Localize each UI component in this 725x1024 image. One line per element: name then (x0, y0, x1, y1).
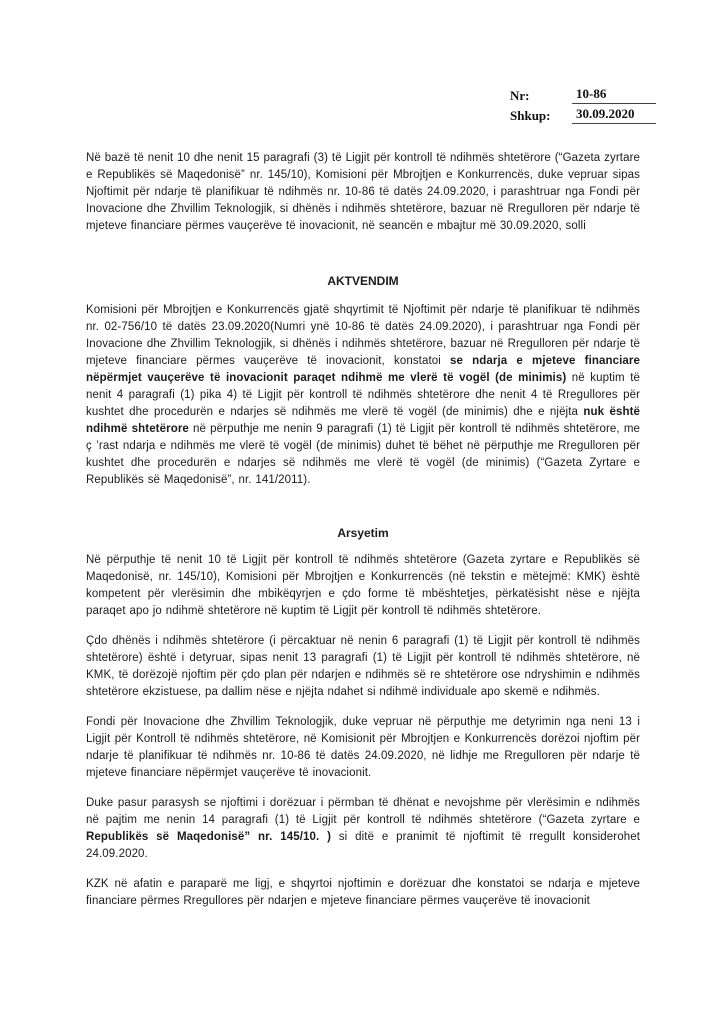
reasoning-paragraph-2: Çdo dhënës i ndihmës shtetërore (i përcaktuar në nenin 6 paragrafi (1) të Ligjit për kontroll të ndihmës shtetërore) është i detyruar, sipas nenit 13 paragrafi (1) të Ligjit për kontroll të ndihmës shtetërore, në KMK, të dorëzojë njoftim për çdo plan për ndarjen e ndihmës së re shtetërore ose ndryshimin e ndihmës shtetërore ekzistuese, pa dallim nëse e njëjta ndahet si ndihmë individuale apo skemë e ndihmës. (86, 635, 640, 698)
date-value: 30.09.2020 (572, 106, 656, 124)
document-header (510, 84, 656, 124)
place-label: Shkup: (510, 108, 551, 123)
decision-paragraph: Komisioni për Mbrojtjen e Konkurrencës gjatë shqyrtimit të Njoftimit për ndarje të planifikuar të ndihmës nr. 02-756/10 të datës 23.09.2020(Numri ynë 10-86 të datës 24.09.2020), i parashtruar nga Fondi për Inovacione dhe Zhvillim Teknologjik, si dhënës i ndihmës shtetërore, bazuar në Rregulloren për ndarje të mjeteve financiare përmes vauçerëve të inovacionit, konstatoi se ndarja e mjeteve financiare nëpërmjet vauçerëve të inovacionit paraqet ndihmë me vlerë të vogël (de minimis) në kuptim të nenit 4 paragrafi (1) pika 4) të Ligjit për kontroll të ndihmës shtetërore dhe nenit 4 të Rregullores për kushtet dhe procedurën e ndarjes së ndihmës me vlerë të vogël (de minimis) dhe e njëjta nuk është ndihmë shtetërore në përputhje me nenin 9 paragrafi (1) të Ligjit për kontroll të ndihmës shtetërore, me ç ’rast ndarja e ndihmës me vlerë të vogël (de minimis) duhet të bëhet në përputhje me Rregulloren për kushtet dhe procedurën e ndarjes së ndihmës me vlerë të vogël (de minimis) (“Gazeta Zyrtare e Republikës së Maqedonisë”, nr. 141/2011). (86, 304, 641, 486)
reasoning-heading: Arsyetim (337, 526, 389, 540)
intro-paragraph: Në bazë të nenit 10 dhe nenit 15 paragrafi (3) të Ligjit për kontroll të ndihmës shtetërore (“Gazeta zyrtare e Republikës së Maqedonisë” nr. 145/10), Komisioni për Mbrojtjen e Konkurrencës, duke vepruar sipas Njoftimit për ndarje të planifikuar të ndihmës nr. 10-86 të datës 24.09.2020, i parashtruar nga Fondi për Inovacione dhe Zhvillim Teknologjik, si dhënës i ndihmës shtetërore, bazuar në Rregulloren për ndarje të mjeteve financiare përmes vauçerëve të inovacionit, në seancën e mbajtur më 30.09.2020, solli (86, 152, 640, 232)
header-date-row (510, 104, 656, 124)
reasoning-paragraph-4: Duke pasur parasysh se njoftimi i dorëzuar i përmban të dhënat e nevojshme për vlerësimin e ndihmës në pajtim me nenin 14 paragrafi (1) të Ligjit për kontroll të ndihmës shtetërore (“Gazeta zyrtare e Republikës së Maqedonisë” nr. 145/10. ) si ditë e pranimit të njoftimit të rregullt konsiderohet 24.09.2020. (86, 797, 641, 860)
header-number-row (510, 84, 656, 104)
reasoning-paragraph-5: KZK në afatin e paraparë me ligj, e shqyrtoi njoftimin e dorëzuar dhe konstatoi se ndarja e mjeteve financiare përmes Rregullores për ndarjen e mjeteve financiare përmes vauçerëve të inovacionit (86, 878, 640, 907)
number-label: Nr: (510, 88, 530, 103)
reasoning-paragraph-1: Në përputhje të nenit 10 të Ligjit për kontroll të ndihmës shtetërore (Gazeta zyrtare e Republikës së Maqedonisë, nr. 145/10), Komisioni për Mbrojtjen e Konkurrencës (në tekstin e mëtejmë: KMK) është kompetent për vlerësimin dhe mbikëqyrjen e çdo forme të mbështetjes, përkatësisht nëse e njëjta paraqet apo jo ndihmë shtetërore në kuptim të Ligjit për kontroll të ndihmës shtetërore. (86, 554, 640, 617)
decision-heading: AKTVENDIM (327, 274, 399, 288)
number-value: 10-86 (572, 86, 656, 104)
reasoning-paragraph-3: Fondi për Inovacione dhe Zhvillim Teknologjik, duke vepruar në përputhje me detyrimin nga neni 13 i Ligjit për Kontroll të ndihmës shtetërore, në Komisionit për Mbrojtjen e Konkurrencës dorëzoi njoftim për ndarje të planifikuar të ndihmës nr. 10-86 të datës 24.09.2020, në lidhje me Rregulloren për ndarje të mjeteve financiare nëpërmjet vauçerëve të inovacionit. (86, 716, 640, 779)
